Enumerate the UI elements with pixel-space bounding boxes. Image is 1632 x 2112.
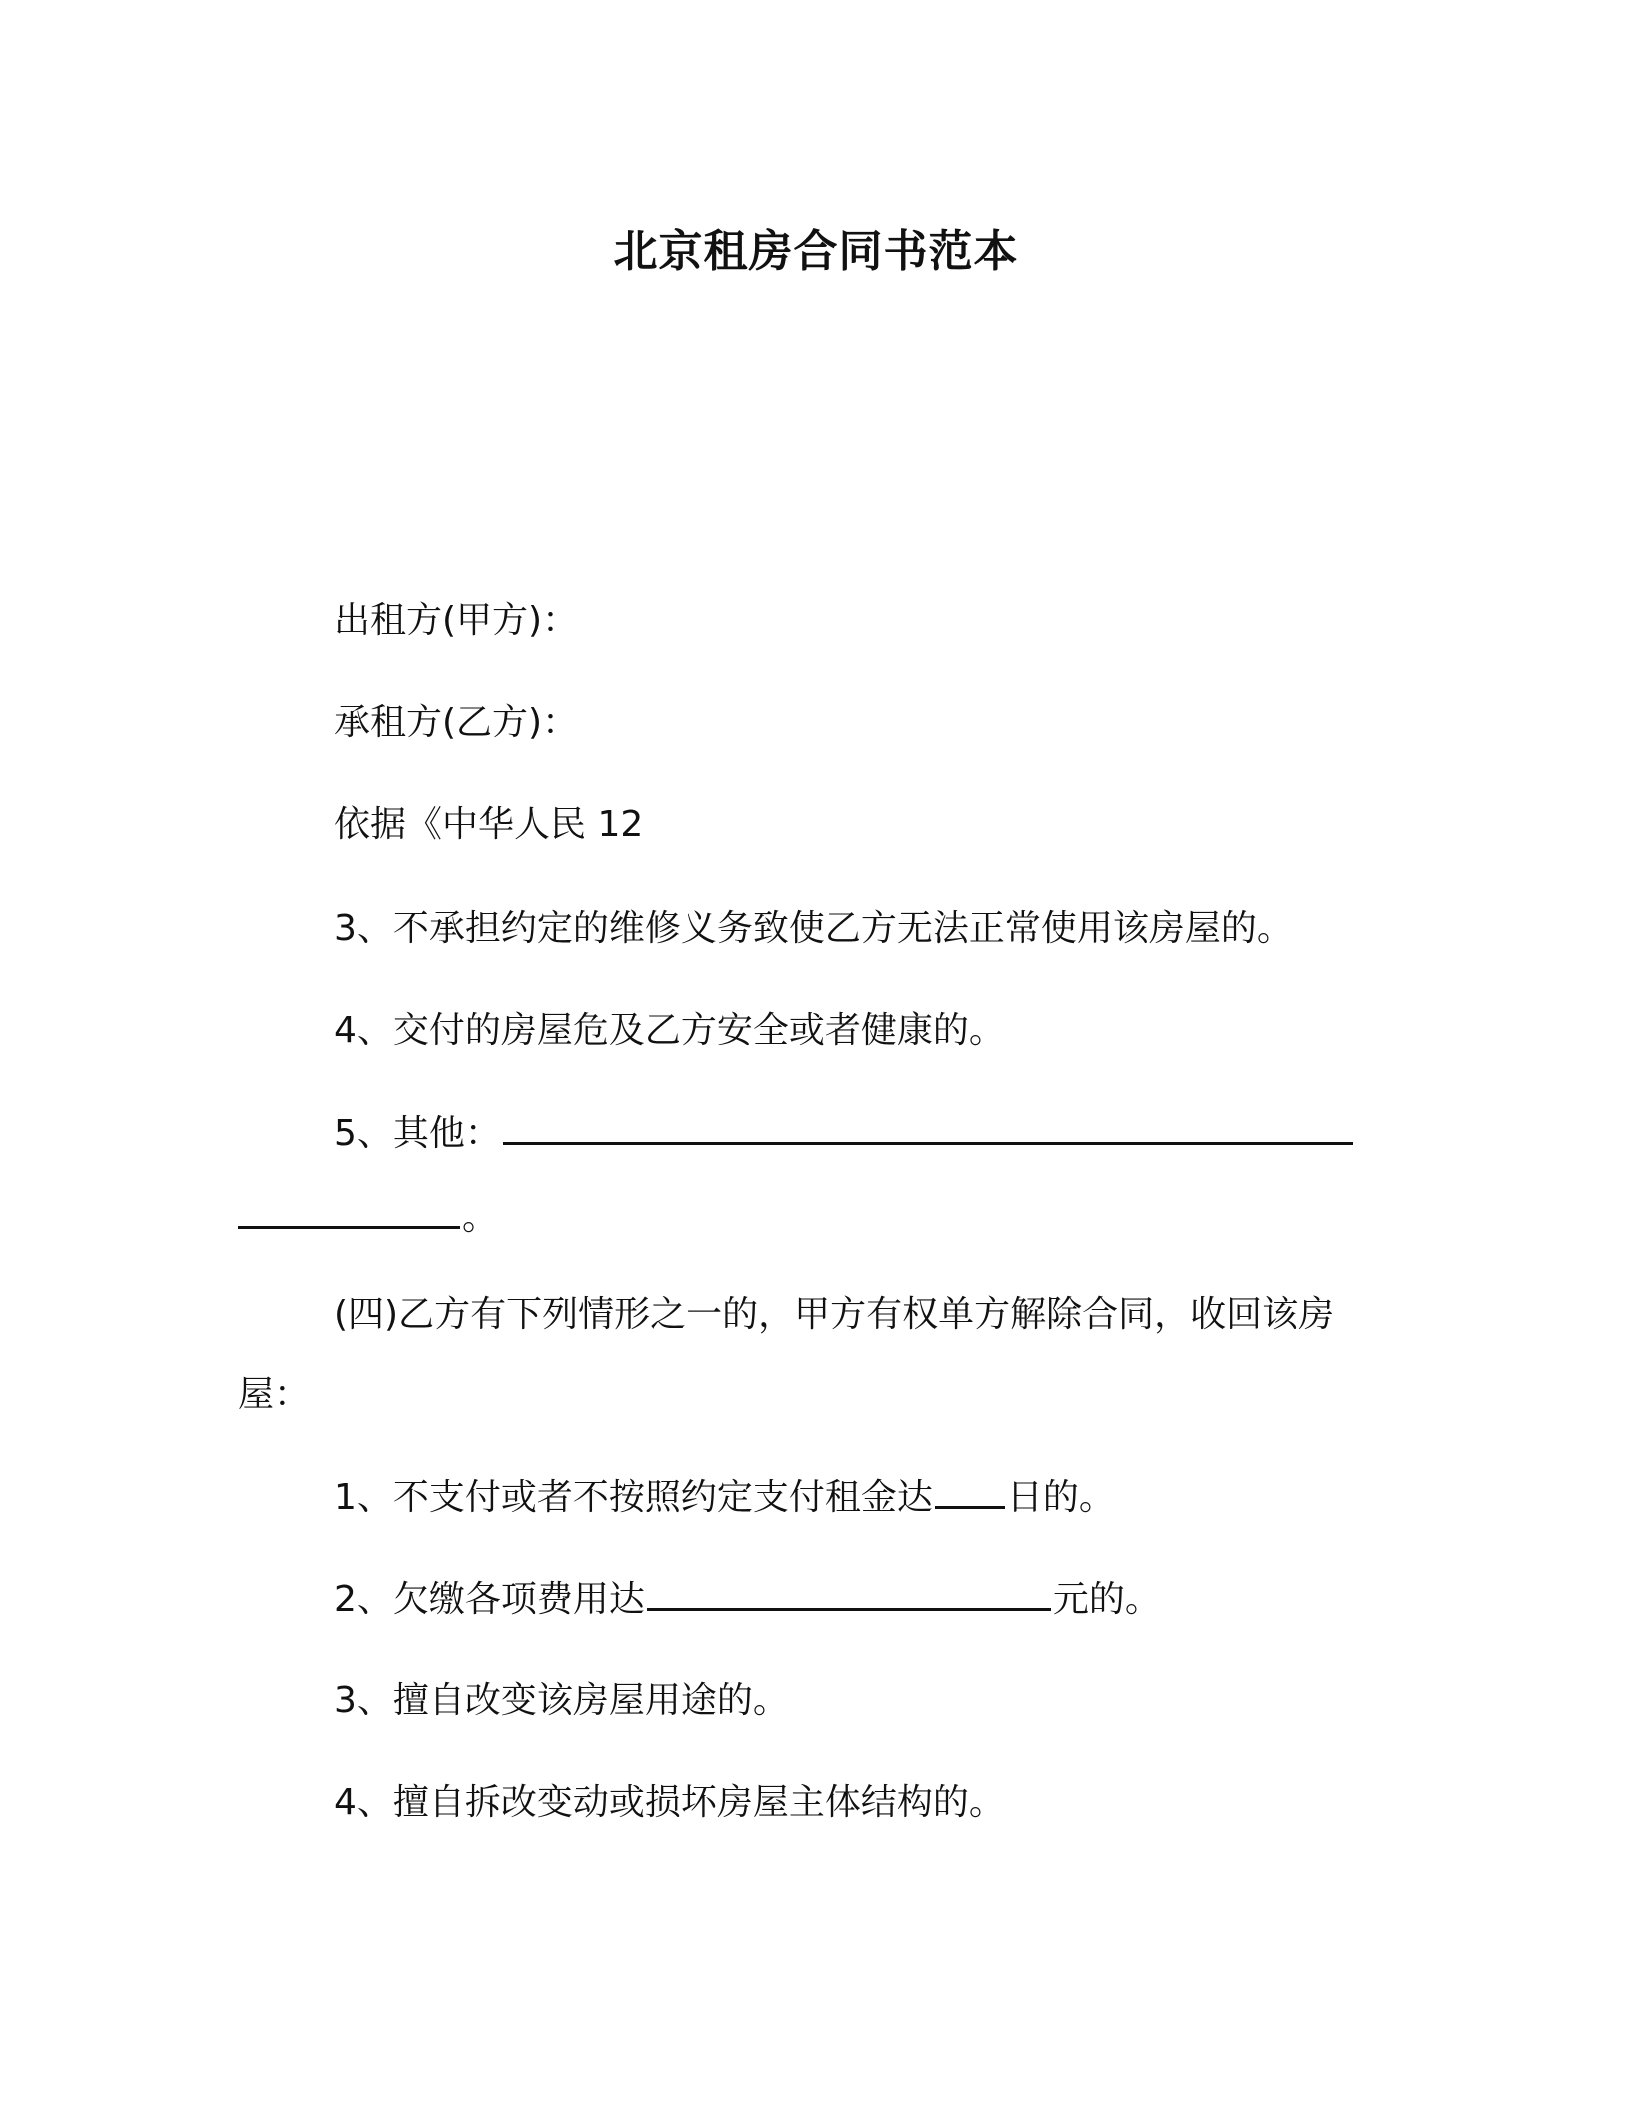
period-mark: 。: [462, 1197, 499, 1238]
document-title: 北京租房合同书范本: [613, 226, 1019, 277]
section-4-heading-continuation: 屋：: [238, 1374, 311, 1415]
section-4-heading: (四)乙方有下列情形之一的，甲方有权单方解除合同，收回该房: [334, 1294, 1335, 1335]
clause-1-rent-overdue: [334, 1472, 1115, 1523]
fill-in-blank: [503, 1108, 1353, 1145]
clause-1-text-after: 日的。: [1006, 1477, 1115, 1518]
clause-3-maintenance: 3、不承担约定的维修义务致使乙方无法正常使用该房屋的。: [334, 908, 1293, 949]
clause-1-text-before: 1、不支付或者不按照约定支付租金达: [334, 1477, 933, 1518]
clause-4-safety: 4、交付的房屋危及乙方安全或者健康的。: [334, 1010, 1005, 1051]
clause-4-structure: 4、擅自拆改变动或损坏房屋主体结构的。: [334, 1782, 1005, 1823]
clause-3-change-use: 3、擅自改变该房屋用途的。: [334, 1680, 789, 1721]
clause-5-continuation: [238, 1192, 498, 1243]
legal-basis-line: 依据《中华人民 12: [334, 804, 644, 845]
lessee-line: 承租方(乙方)：: [334, 702, 579, 743]
lessor-line: 出租方(甲方)：: [334, 600, 579, 641]
clause-5-label: 5、其他：: [334, 1113, 501, 1154]
clause-5-other: [334, 1108, 1355, 1159]
fill-in-blank: [647, 1574, 1051, 1611]
clause-2-text-after: 元的。: [1052, 1579, 1161, 1620]
clause-2-text-before: 2、欠缴各项费用达: [334, 1579, 645, 1620]
fill-in-blank: [238, 1192, 460, 1229]
fill-in-blank: [935, 1472, 1005, 1509]
clause-2-fees-overdue: [334, 1574, 1161, 1625]
